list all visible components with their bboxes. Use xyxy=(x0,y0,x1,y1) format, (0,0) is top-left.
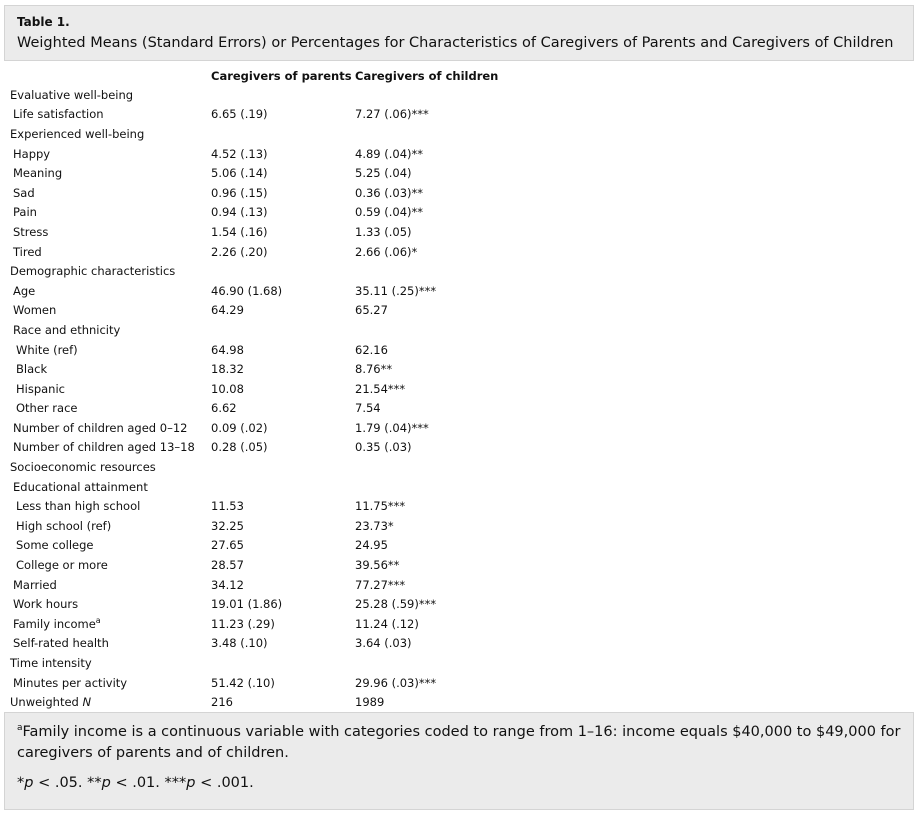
row-label xyxy=(6,575,211,595)
cell-caregivers-of-parents xyxy=(211,477,355,497)
row-label xyxy=(6,594,211,614)
row-label-text: Age xyxy=(13,283,36,298)
cell-caregivers-of-children: 23.73* xyxy=(355,518,394,533)
cell-caregivers-of-children: 1.79 (.04)*** xyxy=(355,420,429,435)
cell-caregivers-of-children: 65.27 xyxy=(355,303,388,318)
cell-caregivers-of-parents: 0.94 (.13) xyxy=(211,205,268,220)
cell-caregivers-of-parents: 18.32 xyxy=(211,362,244,377)
table-row xyxy=(6,320,555,340)
table-row xyxy=(6,692,555,712)
cell-caregivers-of-parents: 19.01 (1.86) xyxy=(211,597,283,612)
cell-caregivers-of-parents xyxy=(211,457,355,477)
table-footnotes xyxy=(4,712,914,810)
row-label xyxy=(6,634,211,654)
header-caregivers-of-children: Caregivers of children xyxy=(355,68,499,83)
table-row xyxy=(6,124,555,144)
table-row xyxy=(6,614,555,634)
row-label xyxy=(6,673,211,693)
row-label xyxy=(6,222,211,242)
cell-caregivers-of-parents: 64.98 xyxy=(211,342,244,357)
row-label-text: Meaning xyxy=(13,166,63,181)
cell-caregivers-of-children xyxy=(355,653,555,673)
row-label-text: Life satisfaction xyxy=(13,107,104,122)
table-row xyxy=(6,477,555,497)
sig-stars: *** xyxy=(164,775,187,791)
cell-caregivers-of-parents: 0.96 (.15) xyxy=(211,185,268,200)
table-row xyxy=(6,634,555,654)
cell-caregivers-of-parents xyxy=(211,261,355,281)
row-label xyxy=(6,496,211,516)
sig-stars: ** xyxy=(87,775,102,791)
cell-caregivers-of-children: 77.27*** xyxy=(355,577,406,592)
cell-caregivers-of-parents: 27.65 xyxy=(211,538,244,553)
table-row xyxy=(6,516,555,536)
row-label-text: Sad xyxy=(13,185,35,200)
cell-caregivers-of-children: 11.24 (.12) xyxy=(355,616,419,631)
row-label-text: Evaluative well-being xyxy=(10,87,134,102)
table-row xyxy=(6,261,555,281)
row-label xyxy=(6,536,211,556)
row-label-text: Demographic characteristics xyxy=(10,264,176,279)
cell-caregivers-of-parents: 3.48 (.10) xyxy=(211,636,268,651)
sig-p: p xyxy=(24,775,34,791)
cell-caregivers-of-parents: 0.28 (.05) xyxy=(211,440,268,455)
row-label-text: Some college xyxy=(16,538,94,553)
row-label-text: Happy xyxy=(13,146,51,161)
cell-caregivers-of-children: 11.75*** xyxy=(355,499,406,514)
cell-caregivers-of-children: 39.56** xyxy=(355,558,400,573)
table-row xyxy=(6,555,555,575)
row-label-text: Hispanic xyxy=(16,381,65,396)
row-label xyxy=(6,242,211,262)
row-label xyxy=(6,105,211,125)
cell-caregivers-of-parents: 216 xyxy=(211,695,233,710)
cell-caregivers-of-children xyxy=(355,261,555,281)
row-label xyxy=(6,183,211,203)
footnote-a-text: Family income is a continuous variable with categories coded to range from 1–16: income equals $40,000 to $49,000 for caregivers of parents and of children. xyxy=(17,724,901,761)
cell-caregivers-of-parents: 4.52 (.13) xyxy=(211,146,268,161)
table-row xyxy=(6,399,555,419)
sig-p: p xyxy=(101,775,111,791)
cell-caregivers-of-children: 0.59 (.04)** xyxy=(355,205,424,220)
table-row xyxy=(6,418,555,438)
row-label-text: Unweighted xyxy=(10,695,79,710)
cell-caregivers-of-children: 0.36 (.03)** xyxy=(355,185,424,200)
footnote-marker: a xyxy=(95,616,101,625)
table-row xyxy=(6,105,555,125)
row-label xyxy=(6,144,211,164)
cell-caregivers-of-children xyxy=(355,477,555,497)
row-label-text: Black xyxy=(16,362,48,377)
cell-caregivers-of-children: 1.33 (.05) xyxy=(355,224,412,239)
table-row xyxy=(6,438,555,458)
table-row xyxy=(6,203,555,223)
cell-caregivers-of-parents: 34.12 xyxy=(211,577,244,592)
row-label xyxy=(6,692,211,712)
footnote-a-mark: a xyxy=(17,723,23,734)
table-row xyxy=(6,379,555,399)
cell-caregivers-of-children: 7.27 (.06)*** xyxy=(355,107,429,122)
footnote-a xyxy=(17,722,901,764)
row-label-text: Minutes per activity xyxy=(13,675,128,690)
row-label xyxy=(6,301,211,321)
row-label xyxy=(6,340,211,360)
table-row xyxy=(6,340,555,360)
row-label xyxy=(6,516,211,536)
row-label-text: Tired xyxy=(13,244,42,259)
table-row xyxy=(6,85,555,105)
row-label-text: College or more xyxy=(16,558,108,573)
row-label xyxy=(6,281,211,301)
cell-caregivers-of-parents: 0.09 (.02) xyxy=(211,420,268,435)
table-row xyxy=(6,653,555,673)
table-label: Table 1. xyxy=(17,15,70,29)
table-row xyxy=(6,359,555,379)
cell-caregivers-of-children: 62.16 xyxy=(355,342,388,357)
row-label xyxy=(6,163,211,183)
row-label xyxy=(6,124,211,144)
header-row xyxy=(6,66,555,85)
row-label-text: Other race xyxy=(16,401,78,416)
cell-caregivers-of-children: 7.54 xyxy=(355,401,381,416)
row-label-text: Educational attainment xyxy=(13,479,148,494)
row-label xyxy=(6,457,211,477)
cell-caregivers-of-children: 4.89 (.04)** xyxy=(355,146,424,161)
cell-caregivers-of-parents: 46.90 (1.68) xyxy=(211,283,283,298)
data-table xyxy=(6,66,555,712)
row-label-italic: N xyxy=(82,695,92,710)
row-label xyxy=(6,555,211,575)
cell-caregivers-of-parents: 5.06 (.14) xyxy=(211,166,268,181)
cell-caregivers-of-children: 2.66 (.06)* xyxy=(355,244,418,259)
cell-caregivers-of-children: 3.64 (.03) xyxy=(355,636,412,651)
row-label xyxy=(6,359,211,379)
table-caption xyxy=(4,5,914,61)
sig-threshold: < .05. xyxy=(33,775,88,791)
cell-caregivers-of-parents: 1.54 (.16) xyxy=(211,224,268,239)
table-row xyxy=(6,301,555,321)
row-label xyxy=(6,438,211,458)
cell-caregivers-of-children xyxy=(355,457,555,477)
cell-caregivers-of-children: 8.76** xyxy=(355,362,393,377)
cell-caregivers-of-parents: 10.08 xyxy=(211,381,244,396)
cell-caregivers-of-parents xyxy=(211,85,355,105)
row-label-text: Time intensity xyxy=(10,656,92,671)
cell-caregivers-of-children: 21.54*** xyxy=(355,381,406,396)
cell-caregivers-of-children xyxy=(355,320,555,340)
table-row xyxy=(6,163,555,183)
cell-caregivers-of-parents xyxy=(211,320,355,340)
table-row xyxy=(6,222,555,242)
header-variable xyxy=(6,66,211,85)
significance-note xyxy=(17,773,901,794)
table-body xyxy=(6,85,555,712)
row-label xyxy=(6,85,211,105)
cell-caregivers-of-parents: 11.23 (.29) xyxy=(211,616,275,631)
table-row xyxy=(6,457,555,477)
table-title: Weighted Means (Standard Errors) or Percentages for Characteristics of Caregivers of Parents and Caregivers of Children xyxy=(17,35,894,51)
cell-caregivers-of-children: 25.28 (.59)*** xyxy=(355,597,437,612)
cell-caregivers-of-parents: 51.42 (.10) xyxy=(211,675,275,690)
row-label xyxy=(6,203,211,223)
cell-caregivers-of-parents: 11.53 xyxy=(211,499,244,514)
sig-p: p xyxy=(186,775,196,791)
row-label-text: Experienced well-being xyxy=(10,126,145,141)
sig-threshold: < .001. xyxy=(195,775,254,791)
header-caregivers-of-parents: Caregivers of parents xyxy=(211,68,352,83)
row-label-text: Married xyxy=(13,577,57,592)
row-label-text: High school (ref) xyxy=(16,518,112,533)
table-row xyxy=(6,144,555,164)
cell-caregivers-of-children: 0.35 (.03) xyxy=(355,440,412,455)
row-label-text: Socioeconomic resources xyxy=(10,460,156,475)
row-label-text: Stress xyxy=(13,224,49,239)
row-label xyxy=(6,261,211,281)
sig-threshold: < .01. xyxy=(110,775,165,791)
cell-caregivers-of-parents: 6.62 xyxy=(211,401,237,416)
table-row xyxy=(6,242,555,262)
row-label-text: Self-rated health xyxy=(13,636,109,651)
cell-caregivers-of-parents xyxy=(211,124,355,144)
table-row xyxy=(6,281,555,301)
row-label-text: Work hours xyxy=(13,597,79,612)
cell-caregivers-of-children: 24.95 xyxy=(355,538,388,553)
row-label-text: Family income xyxy=(13,616,96,631)
row-label-text: Number of children aged 13–18 xyxy=(13,440,195,455)
row-label xyxy=(6,477,211,497)
row-label xyxy=(6,320,211,340)
row-label-text: Pain xyxy=(13,205,37,220)
cell-caregivers-of-parents: 6.65 (.19) xyxy=(211,107,268,122)
row-label xyxy=(6,399,211,419)
row-label-text: Number of children aged 0–12 xyxy=(13,420,188,435)
row-label xyxy=(6,614,211,634)
cell-caregivers-of-children: 1989 xyxy=(355,695,385,710)
row-label-text: Women xyxy=(13,303,57,318)
sig-stars: * xyxy=(17,775,25,791)
row-label-text: Race and ethnicity xyxy=(13,322,121,337)
cell-caregivers-of-children xyxy=(355,124,555,144)
cell-caregivers-of-children: 35.11 (.25)*** xyxy=(355,283,437,298)
row-label-text: Less than high school xyxy=(16,499,141,514)
cell-caregivers-of-parents: 32.25 xyxy=(211,518,244,533)
cell-caregivers-of-parents xyxy=(211,653,355,673)
table-row xyxy=(6,575,555,595)
cell-caregivers-of-parents: 2.26 (.20) xyxy=(211,244,268,259)
row-label xyxy=(6,653,211,673)
table-row xyxy=(6,536,555,556)
cell-caregivers-of-parents: 28.57 xyxy=(211,558,244,573)
row-label xyxy=(6,418,211,438)
table-row xyxy=(6,673,555,693)
table-row xyxy=(6,183,555,203)
cell-caregivers-of-children xyxy=(355,85,555,105)
cell-caregivers-of-parents: 64.29 xyxy=(211,303,244,318)
table-row xyxy=(6,496,555,516)
row-label xyxy=(6,379,211,399)
table-row xyxy=(6,594,555,614)
cell-caregivers-of-children: 5.25 (.04) xyxy=(355,166,412,181)
cell-caregivers-of-children: 29.96 (.03)*** xyxy=(355,675,437,690)
row-label-text: White (ref) xyxy=(16,342,78,357)
